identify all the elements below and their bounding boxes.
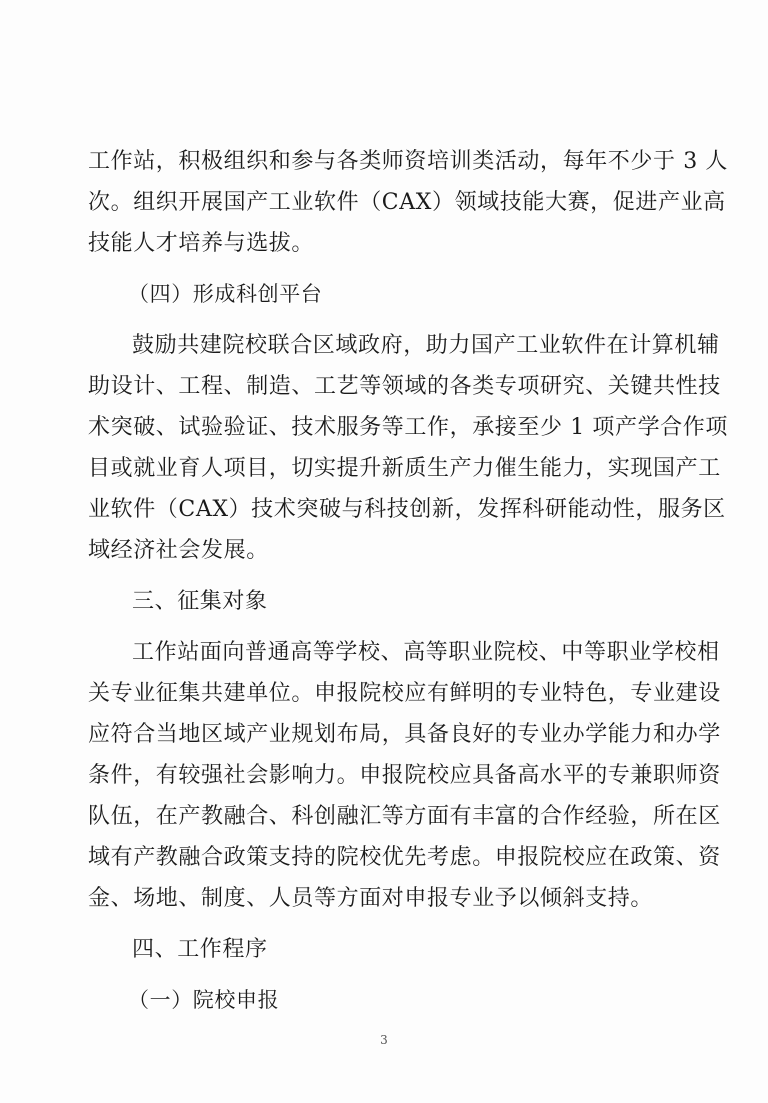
paragraph-line: 助设计、工程、制造、工艺等领域的各类专项研究、关键共性技 (88, 374, 721, 399)
paragraph-line: 工作站面向普通高等学校、高等职业院校、中等职业学校相 (132, 640, 720, 665)
paragraph-line: 目或就业育人项目，切实提升新质生产力催生能力，实现国产工 (88, 456, 721, 481)
paragraph-line: 域经济社会发展。 (88, 538, 269, 563)
paragraph-line: 应符合当地区域产业规划布局，具备良好的专业办学能力和办学 (88, 722, 721, 747)
paragraph-line: 业软件（CAX）技术突破与科技创新，发挥科研能动性，服务区 (88, 497, 726, 522)
section-subheading-one: （一）院校申报 (128, 988, 280, 1012)
paragraph-line: 条件，有较强社会影响力。申报院校应具备高水平的专兼职师资 (88, 763, 721, 788)
paragraph-line: 域有产教融合政策支持的院校优先考虑。申报院校应在政策、资 (88, 845, 721, 870)
paragraph-line: 队伍，在产教融合、科创融汇等方面有丰富的合作经验，所在区 (88, 804, 721, 829)
section-heading-four: 四、工作程序 (132, 937, 268, 962)
paragraph-line: 金、场地、制度、人员等方面对申报专业予以倾斜支持。 (88, 886, 654, 911)
paragraph-line: 次。组织开展国产工业软件（CAX）领域技能大赛，促进产业高 (88, 190, 726, 215)
paragraph-line: 关专业征集共建单位。申报院校应有鲜明的专业特色，专业建设 (88, 681, 721, 706)
paragraph-line: 鼓励共建院校联合区域政府，助力国产工业软件在计算机辅 (132, 333, 720, 358)
paragraph-line: 术突破、试验验证、技术服务等工作，承接至少 1 项产学合作项 (88, 415, 728, 440)
section-heading-three: 三、征集对象 (132, 589, 268, 614)
page-number: 3 (380, 1033, 388, 1047)
document-body (88, 141, 728, 1021)
paragraph-line: 技能人才培养与选拔。 (88, 231, 315, 256)
paragraph-line: 工作站，积极组织和参与各类师资培训类活动，每年不少于 3 人 (88, 149, 728, 174)
section-subheading-four: （四）形成科创平台 (128, 282, 323, 306)
